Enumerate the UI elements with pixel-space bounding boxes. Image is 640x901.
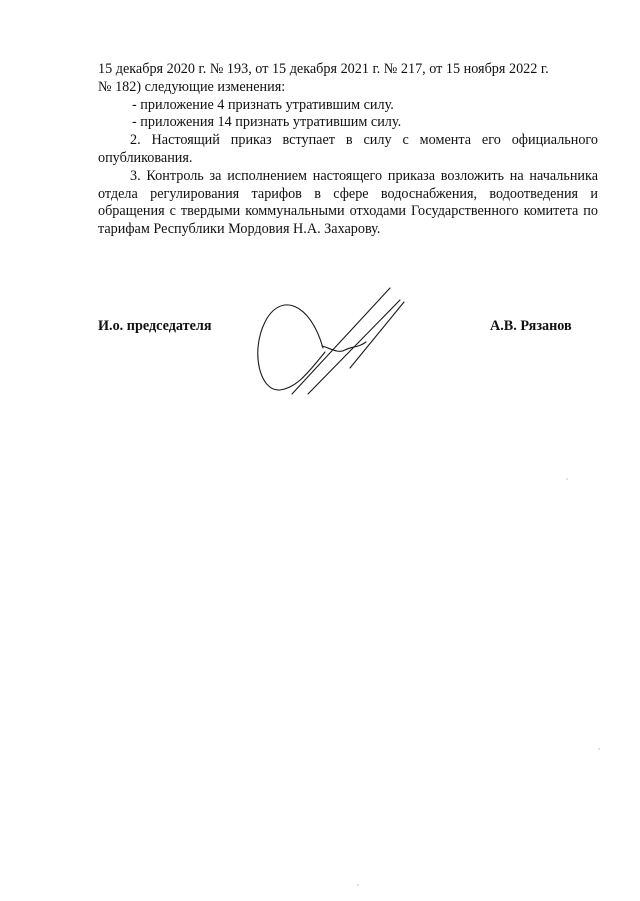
scan-speck	[566, 478, 568, 480]
scan-speck	[598, 748, 600, 750]
signatory-name: А.В. Рязанов	[490, 318, 572, 334]
handwritten-signature	[250, 282, 420, 402]
paragraph-control: 3. Контроль за исполнением настоящего приказа возложить на начальника отдела регулирования тарифов в сфере водоснабжения, водоотведения и обращения с твердыми коммунальными отходами Государственного комитета по тарифам Республики Мордовия Н.А. Захарову.	[98, 167, 598, 238]
paragraph-line-1: 15 декабря 2020 г. № 193, от 15 декабря 2021 г. № 217, от 15 ноября 2022 г.	[98, 61, 549, 77]
signatory-title: И.о. председателя	[98, 318, 212, 334]
list-item-appendix-4: - приложение 4 признать утратившим силу.	[132, 96, 394, 113]
paragraph-entry-into-force: 2. Настоящий приказ вступает в силу с момента его официального опубликования.	[98, 132, 598, 166]
document-body	[98, 61, 598, 239]
paragraph-continuation	[98, 61, 598, 97]
scan-speck	[357, 884, 359, 886]
paragraph-line-2: № 182) следующие изменения:	[98, 78, 286, 95]
list-item-appendix-14: - приложения 14 признать утратившим силу.	[132, 114, 402, 131]
